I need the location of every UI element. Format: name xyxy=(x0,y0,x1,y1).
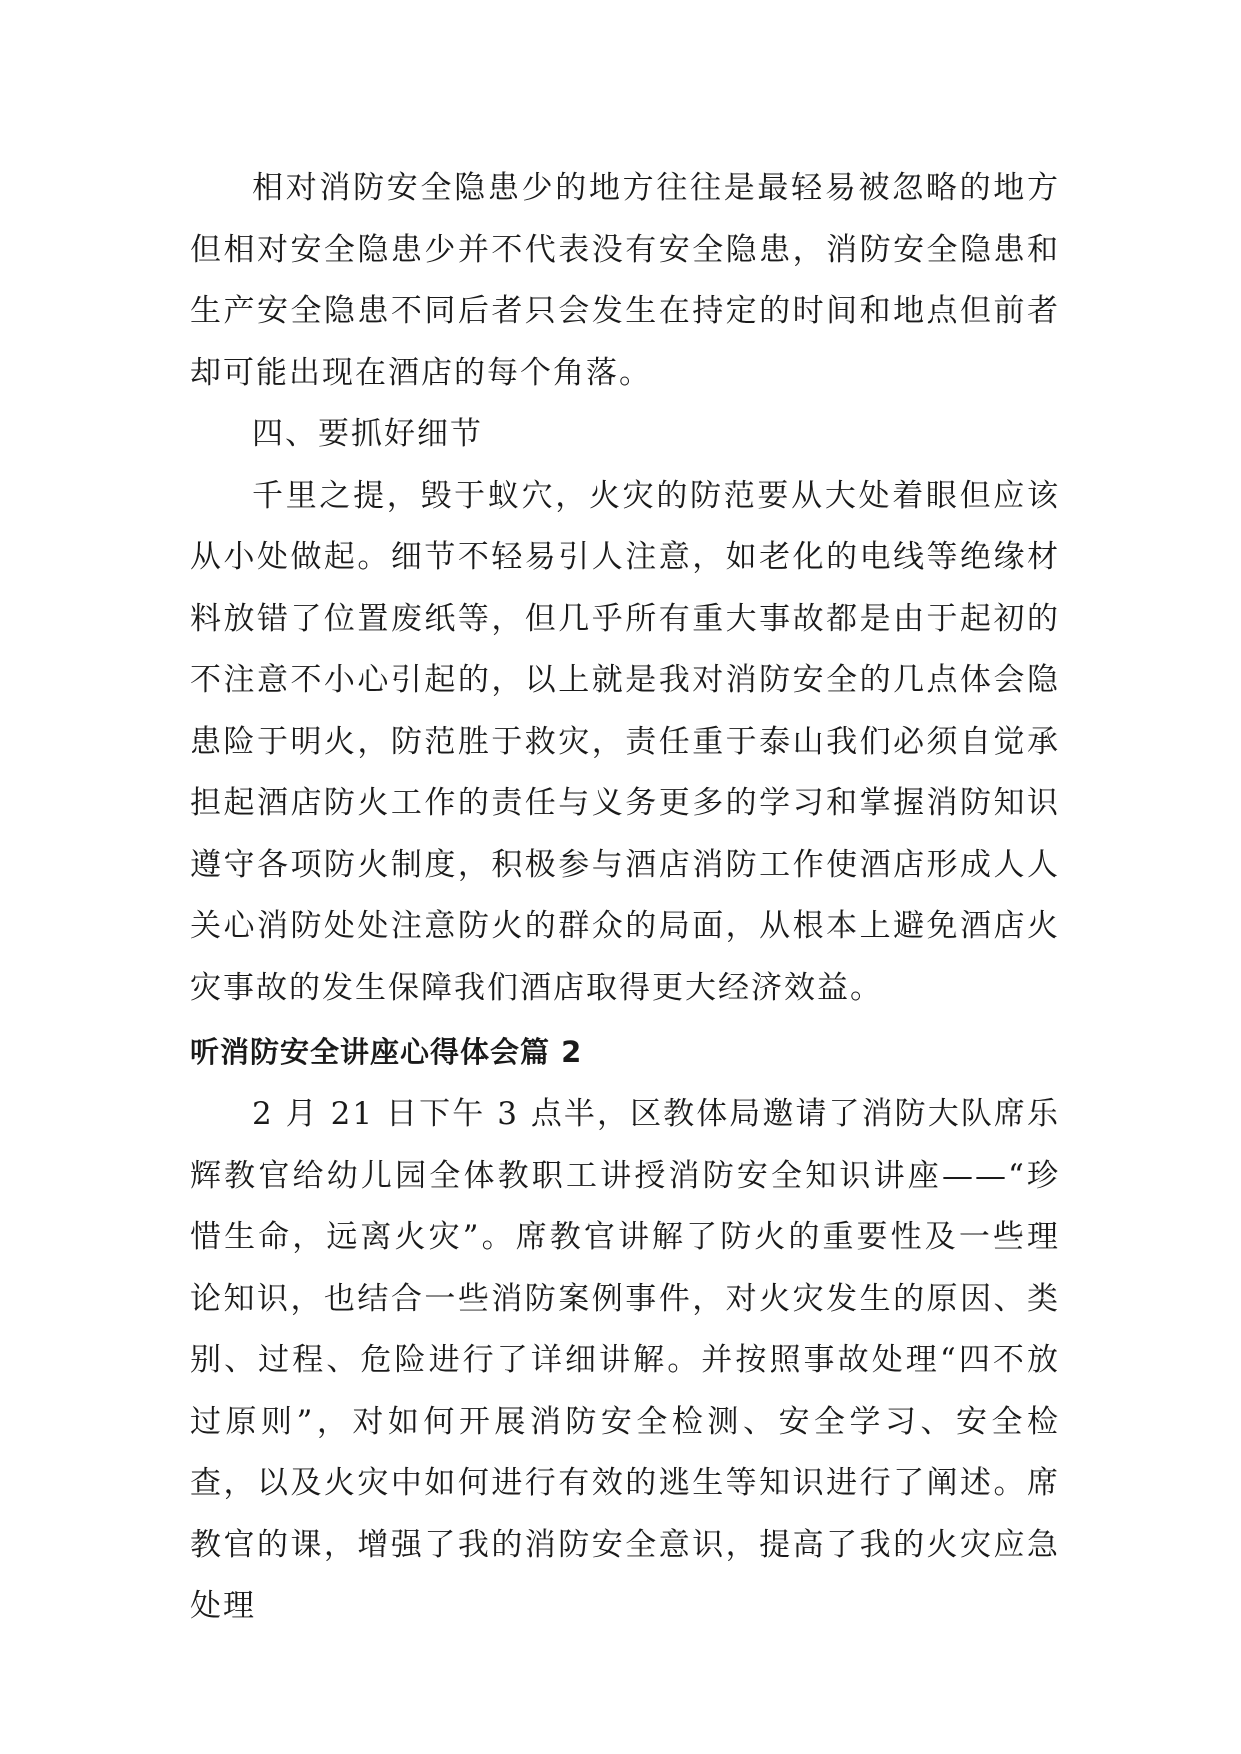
paragraph-lecture: 2 月 21 日下午 3 点半，区教体局邀请了消防大队席乐辉教官给幼儿园全体教职工讲授消防安全知识讲座——“珍惜生命，远离火灾”。席教官讲解了防火的重要性及一些理论知识，也结合一些消防案例事件，对火灾发生的原因、类别、过程、危险进行了详细讲解。并按照事故处理“四不放过原则”，对如何开展消防安全检测、安全学习、安全检查，以及火灾中如何进行有效的逃生等知识进行了阐述。席教官的课，增强了我的消防安全意识，提高了我的火灾应急处理 xyxy=(190,1096,1060,1624)
subheading-details: 四、要抓好细节 xyxy=(252,416,483,452)
paragraph-hidden-hazards: 相对消防安全隐患少的地方往往是最轻易被忽略的地方但相对安全隐患少并不代表没有安全隐患，消防安全隐患和生产安全隐患不同后者只会发生在持定的时间和地点但前者却可能出现在酒店的每个角落。 xyxy=(190,170,1060,391)
paragraph-details: 千里之提，毁于蚁穴，火灾的防范要从大处着眼但应该从小处做起。细节不轻易引人注意，如老化的电线等绝缘材料放错了位置废纸等，但几乎所有重大事故都是由于起初的不注意不小心引起的，以上就是我对消防安全的几点体会隐患险于明火，防范胜于救灾，责任重于泰山我们必须自觉承担起酒店防火工作的责任与义务更多的学习和掌握消防知识遵守各项防火制度，积极参与酒店消防工作使酒店形成人人关心消防处处注意防火的群众的局面，从根本上避免酒店火灾事故的发生保障我们酒店取得更大经济效益。 xyxy=(190,477,1060,1006)
section-two-heading: 听消防安全讲座心得体会篇 2 xyxy=(190,1035,583,1069)
section-one-body xyxy=(190,158,1060,1019)
section-two-body xyxy=(190,1084,1060,1638)
